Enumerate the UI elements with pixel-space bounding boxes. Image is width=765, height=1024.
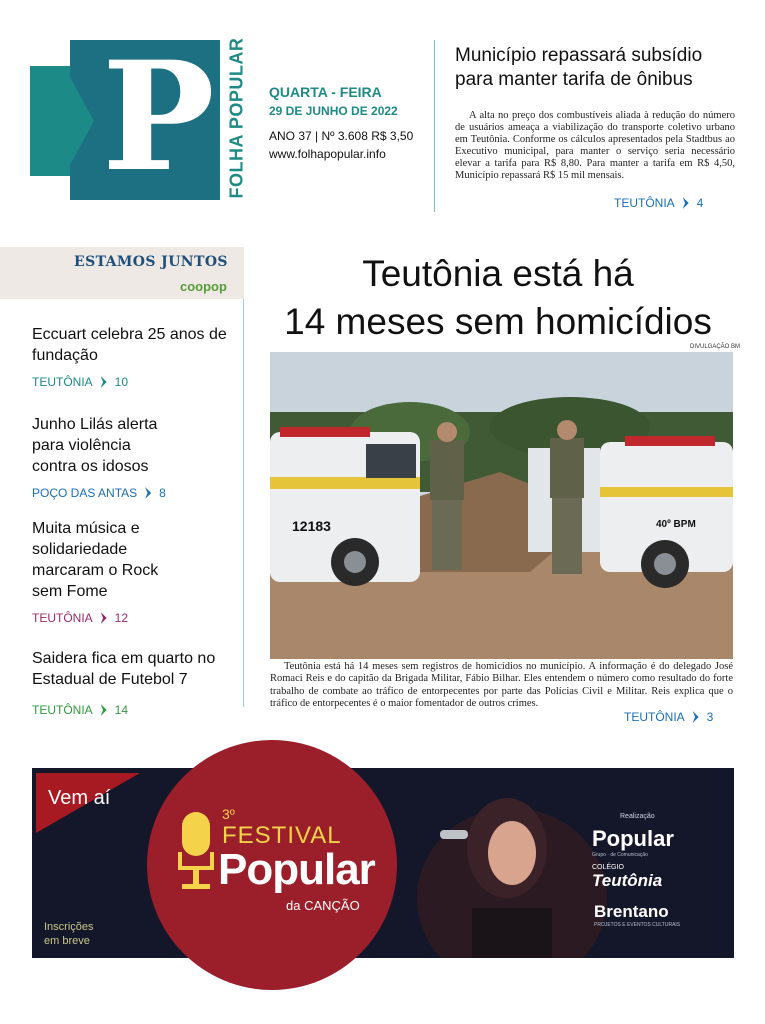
estamos-juntos-title: ESTAMOS JUNTOS <box>74 254 228 270</box>
sidebar-headline: Saidera fica em quarto no Estadual de Futebol 7 <box>32 650 216 688</box>
top-story-body: A alta no preço dos combustíveis aliada à redução do número de usuários ameaça a viabilização do transporte coletivo urbano em Teutônia. Conforme os cálculos apresentados pela Stadtbus ao Executivo municipal, para manter o serviço seria necessário elevar a tarifa para R$ 8,80. Para manter a tarifa em R$ 4,50, Município repassará R$ 15 mil mensais. <box>455 110 735 181</box>
divider <box>243 299 244 707</box>
microphone-icon <box>174 812 218 892</box>
festival-word: FESTIVAL <box>222 822 342 849</box>
sponsor-sub: PROJETOS E EVENTOS CULTURAIS <box>594 922 681 928</box>
police-photo-illustration <box>270 352 733 659</box>
sidebar-story[interactable] <box>32 518 172 602</box>
logo-vertical-name <box>225 37 247 200</box>
chevron-right-icon <box>101 704 107 716</box>
main-story-page-ref[interactable] <box>624 710 713 724</box>
website-link[interactable]: www.folhapopular.info <box>269 147 386 161</box>
photo-caption: Teutônia está há 14 meses sem registros de homicídios no município. A informação é do delegado José Romaci Reis e do capitão da Brigada Militar, Fábio Bilhar. Eles entendem o número como resultado do forte trabalho de combate ao tráfico de entorpecentes por parte das Polícias Civil e Militar. Reis explica que o tráfico de entorpecentes é o maior fomentador de outros crimes. <box>270 661 733 709</box>
section-label: TEUTÔNIA <box>32 611 93 625</box>
section-label: POÇO DAS ANTAS <box>32 486 138 500</box>
chevron-right-icon <box>101 612 107 624</box>
sidebar-page-ref[interactable] <box>32 703 128 717</box>
singer-illustration <box>412 768 612 958</box>
logo-chevron-icon <box>30 66 110 176</box>
registrations-line: Inscrições <box>44 921 94 933</box>
section-label: TEUTÔNIA <box>614 196 675 210</box>
sponsor-brentano[interactable] <box>594 902 680 928</box>
page-number: 3 <box>706 710 714 724</box>
sponsor-name: Teutônia <box>592 871 663 890</box>
main-headline-line: Teutônia está há <box>362 253 634 294</box>
newspaper-name: FOLHA POPULAR <box>226 37 247 199</box>
issue-date: 29 DE JUNHO DE 2022 <box>269 104 398 118</box>
sidebar-page-ref[interactable] <box>32 375 128 389</box>
vem-ai-label: Vem aí <box>48 787 111 809</box>
sponsor-sub: Grupo · de Comunicação <box>592 852 648 858</box>
sponsor-popular[interactable] <box>592 826 674 858</box>
registrations-line: em breve <box>44 935 90 947</box>
photo-credit: DIVULGAÇÃO BM <box>690 344 741 350</box>
sidebar-story[interactable] <box>32 648 237 690</box>
sidebar-headline: Muita música e solidariedade marcaram o Rock sem Fome <box>32 520 159 600</box>
realization-label: Realização <box>620 813 655 820</box>
sponsor-teutonia[interactable] <box>592 864 662 891</box>
sidebar-page-ref[interactable] <box>32 611 128 625</box>
page-number: 10 <box>114 375 129 389</box>
main-photo[interactable] <box>270 352 733 659</box>
top-story-headline[interactable]: Município repassará subsídio para manter tarifa de ônibus <box>455 45 703 90</box>
page-number: 12 <box>114 611 129 625</box>
sidebar-story[interactable] <box>32 324 237 366</box>
weekday: QUARTA - FEIRA <box>269 84 382 100</box>
chevron-right-icon <box>145 487 151 499</box>
edition-info: ANO 37 | Nº 3.608 R$ 3,50 <box>269 129 414 143</box>
sidebar-headline: Junho Lilás alerta para violência contra os idosos <box>32 416 158 475</box>
sidebar-headline: Eccuart celebra 25 anos de fundação <box>32 326 227 364</box>
vehicle-unit: 40º BPM <box>656 519 696 530</box>
main-headline-line: 14 meses sem homicídios <box>284 301 712 342</box>
sidebar-story[interactable] <box>32 414 172 477</box>
sponsor-name: Brentano <box>594 902 669 921</box>
page-number: 8 <box>159 486 166 500</box>
festival-subtitle: da CANÇÃO <box>286 898 360 913</box>
main-headline[interactable] <box>260 250 736 346</box>
page-number: 4 <box>696 196 704 210</box>
vehicle-number: 12183 <box>292 518 331 534</box>
sidebar-page-ref[interactable] <box>32 486 166 500</box>
chevron-right-icon <box>101 376 107 388</box>
festival-name: Popular <box>218 845 375 894</box>
sponsor-name: Popular <box>592 826 674 851</box>
festival-ordinal: 3º <box>222 806 235 822</box>
logo-letter: P <box>102 29 215 205</box>
registrations-note <box>44 920 94 948</box>
divider <box>434 40 435 212</box>
section-label: TEUTÔNIA <box>624 710 685 724</box>
top-story-page-ref[interactable] <box>614 196 703 210</box>
page-number: 14 <box>114 703 129 717</box>
section-label: TEUTÔNIA <box>32 703 93 717</box>
chevron-right-icon <box>693 711 699 723</box>
coopop-logo: coopop <box>180 279 227 294</box>
chevron-right-icon <box>683 197 689 209</box>
sponsor-sub: COLÉGIO <box>592 864 624 871</box>
section-label: TEUTÔNIA <box>32 375 93 389</box>
